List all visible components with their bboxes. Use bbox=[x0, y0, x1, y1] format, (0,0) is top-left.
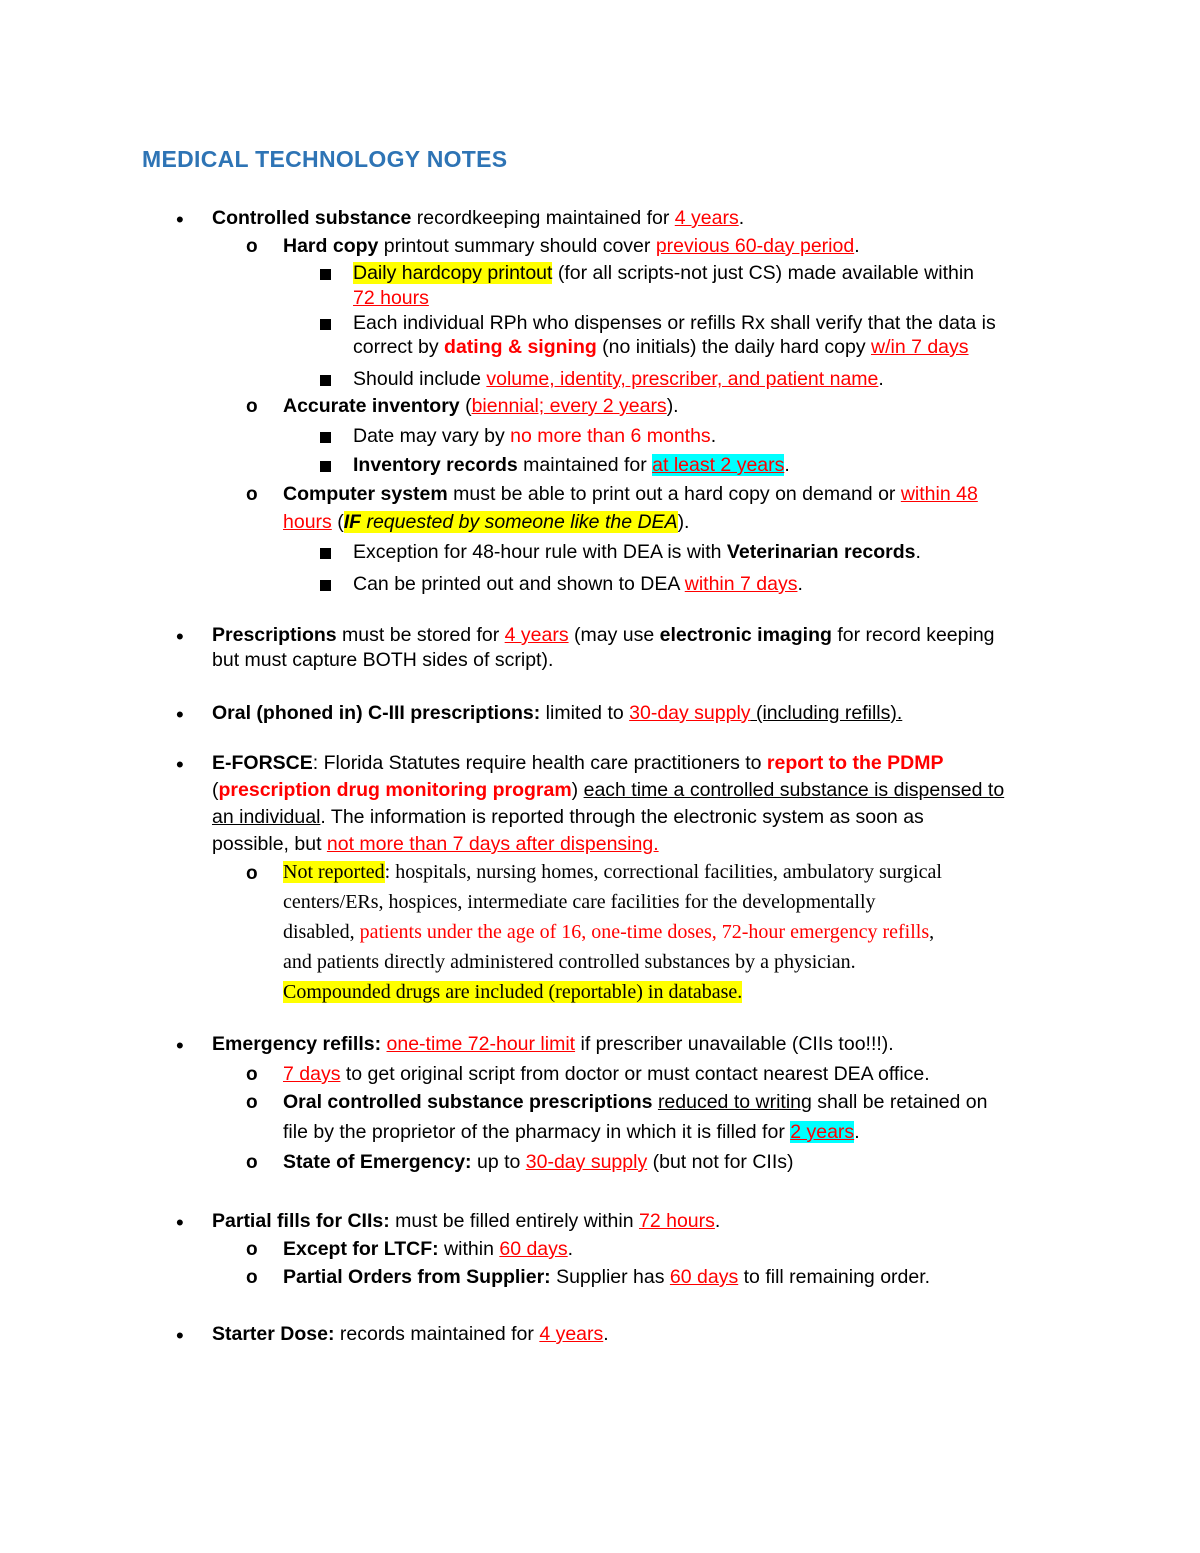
text-run: not more than 7 days after dispensing. bbox=[326, 833, 659, 855]
list-item-not-reported-l2 bbox=[283, 889, 876, 915]
text-run: recordkeeping maintained for bbox=[411, 207, 675, 229]
text-run: Exception for 48-hour rule with DEA is with bbox=[353, 541, 727, 563]
list-item-inventory-records bbox=[353, 452, 790, 478]
sub-bullet-marker: o bbox=[246, 1064, 258, 1085]
text-run: Emergency refills: bbox=[212, 1033, 382, 1055]
text-run: 4 years bbox=[674, 207, 739, 229]
text-run: printout summary should cover bbox=[378, 235, 656, 257]
text-run: but must capture BOTH sides of script). bbox=[212, 649, 554, 671]
text-run: State of Emergency: bbox=[283, 1151, 472, 1173]
text-run: Compounded drugs are included (reportable) in database. bbox=[283, 981, 743, 1003]
square-bullet-marker bbox=[320, 429, 331, 449]
list-item-seven-days bbox=[283, 1061, 930, 1087]
sub-bullet-marker: o bbox=[246, 1267, 258, 1288]
text-run: shall be retained on bbox=[811, 1091, 988, 1113]
square-bullet-marker bbox=[320, 316, 331, 336]
text-run: Computer system bbox=[283, 483, 448, 505]
list-item-partial-orders bbox=[283, 1264, 930, 1290]
square-bullet-marker bbox=[320, 458, 331, 478]
square-bullet-marker bbox=[320, 266, 331, 286]
list-item-eforsce-l4 bbox=[212, 831, 659, 857]
text-run: (including refills). bbox=[750, 702, 903, 724]
list-item-prescriptions-cont bbox=[212, 647, 553, 673]
text-run: if prescriber unavailable (CIIs too!!!). bbox=[575, 1033, 894, 1055]
text-run: biennial; every 2 years bbox=[471, 395, 667, 417]
text-run: patients under the age of 16, one-time doses, 72-hour emergency refills bbox=[359, 921, 930, 943]
text-run: . bbox=[854, 235, 860, 257]
text-run: IF bbox=[343, 511, 362, 533]
text-run: ). bbox=[677, 511, 690, 533]
text-run: Inventory records bbox=[353, 454, 518, 476]
text-run: dating & signing bbox=[444, 336, 597, 358]
text-run: w/in 7 days bbox=[870, 336, 969, 358]
square-bullet-marker bbox=[320, 545, 331, 565]
text-run: Oral controlled substance prescriptions bbox=[283, 1091, 653, 1113]
text-run: Should include bbox=[353, 368, 487, 390]
list-item-rph-verify bbox=[353, 310, 996, 336]
page-title: MEDICAL TECHNOLOGY NOTES bbox=[142, 146, 508, 172]
list-item-partial-fills bbox=[212, 1208, 720, 1234]
text-run: requested by someone like the DEA bbox=[361, 511, 678, 533]
text-run: (but not for CIIs) bbox=[647, 1151, 794, 1173]
text-run: report to the PDMP bbox=[766, 752, 944, 774]
text-run: : Florida Statutes require health care practitioners to bbox=[312, 752, 767, 774]
text-run: each time a controlled substance is dispensed to bbox=[583, 779, 1005, 801]
text-run: must be stored for bbox=[336, 624, 505, 646]
text-run: electronic imaging bbox=[659, 624, 832, 646]
text-run: 30-day supply bbox=[525, 1151, 648, 1173]
list-item-not-reported-l4 bbox=[283, 949, 856, 975]
sub-bullet-marker: o bbox=[246, 484, 258, 505]
text-run: . bbox=[784, 454, 790, 476]
text-run: Accurate inventory bbox=[283, 395, 460, 417]
text-run: records maintained for bbox=[334, 1323, 540, 1345]
list-item-controlled-substance bbox=[212, 205, 744, 231]
list-item-state-of-emergency bbox=[283, 1149, 794, 1175]
text-run: Each individual RPh who dispenses or refills Rx shall verify that the data is bbox=[353, 312, 996, 334]
text-run: 72 hours bbox=[353, 287, 429, 309]
list-item-not-reported-l3 bbox=[283, 919, 934, 945]
text-run: ( bbox=[212, 779, 219, 801]
text-run: E-FORSCE bbox=[212, 752, 313, 774]
text-run: Daily hardcopy printout bbox=[353, 262, 553, 284]
text-run: Supplier has bbox=[550, 1266, 670, 1288]
bullet-marker: • bbox=[176, 624, 184, 649]
sub-bullet-marker: o bbox=[246, 1152, 258, 1173]
text-run: centers/ERs, hospices, intermediate care facilities for the developmentally bbox=[283, 891, 876, 913]
text-run: and patients directly administered controlled substances by a physician. bbox=[283, 951, 856, 973]
list-item-starter-dose bbox=[212, 1321, 609, 1347]
text-run: 60 days bbox=[669, 1266, 739, 1288]
text-run: to fill remaining order. bbox=[738, 1266, 931, 1288]
bullet-marker: • bbox=[176, 752, 184, 777]
text-run: (no initials) the daily hard copy bbox=[596, 336, 871, 358]
text-run: . bbox=[797, 573, 803, 595]
text-run: . bbox=[714, 1210, 721, 1232]
text-run: ). bbox=[666, 395, 679, 417]
square-bullet-marker bbox=[320, 577, 331, 597]
list-item-should-include bbox=[353, 366, 884, 392]
text-run: no more than 6 months bbox=[510, 425, 711, 447]
text-run: to get original script from doctor or must contact nearest DEA office. bbox=[340, 1063, 930, 1085]
text-run: within bbox=[438, 1238, 500, 1260]
text-run: (for all scripts-not just CS) made available within bbox=[552, 262, 975, 284]
text-run: 4 years bbox=[504, 624, 569, 646]
list-item-eforsce-l2 bbox=[212, 777, 1004, 803]
text-run: 72 hours bbox=[639, 1210, 715, 1232]
text-run: hours bbox=[283, 511, 332, 533]
text-run: 7 days bbox=[283, 1063, 341, 1085]
text-run: reduced to writing bbox=[657, 1091, 812, 1113]
text-run: Not reported bbox=[283, 861, 385, 883]
text-run: must be able to print out a hard copy on demand or bbox=[447, 483, 901, 505]
text-run: , bbox=[929, 921, 935, 943]
list-item-rph-verify-cont bbox=[353, 334, 969, 360]
bullet-marker: • bbox=[176, 1210, 184, 1235]
list-item-except-ltcf bbox=[283, 1236, 573, 1262]
text-run: 4 years bbox=[539, 1323, 604, 1345]
list-item-accurate-inventory bbox=[283, 393, 679, 419]
list-item-can-be-printed bbox=[353, 571, 803, 597]
list-item-hard-copy bbox=[283, 233, 860, 259]
text-run: within 48 bbox=[900, 483, 978, 505]
text-run: limited to bbox=[540, 702, 630, 724]
list-item-date-may-vary bbox=[353, 423, 716, 449]
text-run: Hard copy bbox=[283, 235, 379, 257]
text-run: Controlled substance bbox=[212, 207, 412, 229]
text-run: . The information is reported through the electronic system as soon as bbox=[320, 806, 924, 828]
sub-bullet-marker: o bbox=[246, 1092, 258, 1113]
text-run: Oral (phoned in) C-III prescriptions: bbox=[212, 702, 541, 724]
text-run: up to bbox=[471, 1151, 526, 1173]
text-run: . bbox=[738, 207, 745, 229]
text-run: Prescriptions bbox=[212, 624, 337, 646]
sub-bullet-marker: o bbox=[246, 863, 258, 884]
text-run: 60 days bbox=[499, 1238, 568, 1260]
bullet-marker: • bbox=[176, 1033, 184, 1058]
text-run: file by the proprietor of the pharmacy in which it is filled for bbox=[283, 1121, 791, 1143]
text-run: . bbox=[603, 1323, 609, 1345]
list-item-exception-48h bbox=[353, 539, 921, 565]
bullet-marker: • bbox=[176, 1323, 184, 1348]
text-run: disabled, bbox=[283, 921, 360, 943]
list-item-emergency-refills bbox=[212, 1031, 894, 1057]
text-run: ( bbox=[331, 511, 344, 533]
text-run: prescription drug monitoring program bbox=[218, 779, 572, 801]
list-item-oral-controlled-cont bbox=[283, 1119, 860, 1145]
bullet-marker: • bbox=[176, 702, 184, 727]
text-run: 2 years bbox=[790, 1121, 855, 1143]
text-run: at least 2 years bbox=[652, 454, 785, 476]
text-run: Can be printed out and shown to DEA bbox=[353, 573, 685, 595]
text-run: . bbox=[710, 425, 717, 447]
sub-bullet-marker: o bbox=[246, 1239, 258, 1260]
text-run: (may use bbox=[568, 624, 660, 646]
text-run: maintained for bbox=[517, 454, 653, 476]
square-bullet-marker bbox=[320, 372, 331, 392]
text-run: . bbox=[878, 368, 884, 390]
text-run: Except for LTCF: bbox=[283, 1238, 439, 1260]
text-run: an individual bbox=[212, 806, 321, 828]
text-run: one-time 72-hour limit bbox=[386, 1033, 576, 1055]
list-item-computer-system-cont bbox=[283, 509, 689, 535]
text-run: 30-day supply bbox=[629, 702, 751, 724]
text-run: . bbox=[915, 541, 921, 563]
list-item-oral-c3 bbox=[212, 700, 902, 726]
text-run: must be filled entirely within bbox=[389, 1210, 639, 1232]
text-run: . bbox=[567, 1238, 574, 1260]
list-item-eforsce-l3 bbox=[212, 804, 924, 830]
sub-bullet-marker: o bbox=[246, 236, 258, 257]
text-run: ( bbox=[459, 395, 472, 417]
list-item-daily-printout-cont bbox=[353, 285, 429, 311]
list-item-prescriptions bbox=[212, 622, 995, 648]
text-run: Partial Orders from Supplier: bbox=[283, 1266, 551, 1288]
list-item-daily-printout bbox=[353, 260, 974, 286]
text-run: Veterinarian records bbox=[726, 541, 916, 563]
list-item-eforsce bbox=[212, 750, 944, 776]
list-item-not-reported bbox=[283, 859, 942, 885]
sub-bullet-marker: o bbox=[246, 396, 258, 417]
text-run: within 7 days bbox=[684, 573, 798, 595]
text-run: Starter Dose: bbox=[212, 1323, 335, 1345]
bullet-marker: • bbox=[176, 207, 184, 232]
text-run: for record keeping bbox=[831, 624, 995, 646]
list-item-not-reported-l5 bbox=[283, 979, 742, 1005]
list-item-computer-system bbox=[283, 481, 978, 507]
text-run: . bbox=[854, 1121, 860, 1143]
list-item-oral-controlled bbox=[283, 1089, 987, 1115]
text-run: Date may vary by bbox=[353, 425, 511, 447]
text-run: Partial fills for CIIs: bbox=[212, 1210, 390, 1232]
text-run: possible, but bbox=[212, 833, 327, 855]
text-run: volume, identity, prescriber, and patient name bbox=[486, 368, 879, 390]
text-run: previous 60-day period bbox=[655, 235, 855, 257]
text-run: ) bbox=[571, 779, 584, 801]
text-run: correct by bbox=[353, 336, 445, 358]
text-run: : hospitals, nursing homes, correctional facilities, ambulatory surgical bbox=[384, 861, 942, 883]
